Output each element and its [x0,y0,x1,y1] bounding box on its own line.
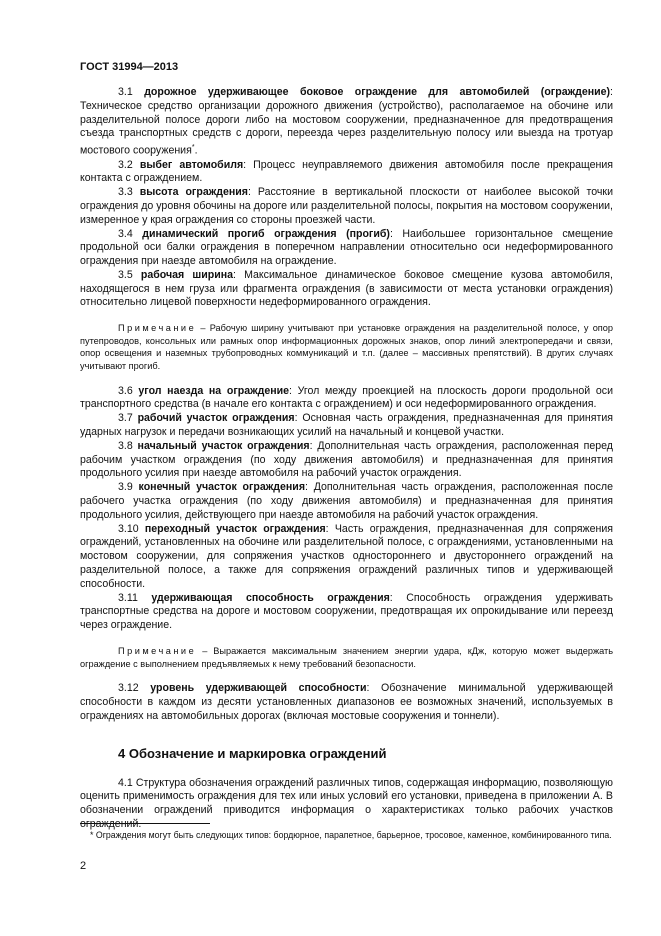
definition-3-1: 3.1 дорожное удерживающее боковое ограждение для автомобилей (ограждение): Техническое средство организации дорожного движения (устройство), располагаемое на обочине или разделительной полосе дороги либо на мостовом сооружении, предназначенное для предотвращения съезда транспортных средств с дороги, переезда через разделительную полосу или выезда на тротуар мостового сооружения*. [80,86,613,157]
note-1: Примечание – Рабочую ширину учитывают при установке ограждения на разделительной полосе, у опор путепроводов, консольных или рамных опор информационных дорожных знаков, опор линий электропередачи и связи, опор освещения и наземных трубопроводных коммуникаций и т.п. (далее – массивных препятствий). В других случаях учитывают прогиб. [80,323,613,372]
term: дорожное удерживающее боковое ограждение для автомобилей (ограждение) [144,86,611,98]
definition-3-2: 3.2 выбег автомобиля: Процесс неуправляемого движения автомобиля после прекращения контакта с ограждением. [80,158,613,185]
term: конечный участок ограждения [138,481,305,494]
definition-3-9: 3.9 конечный участок ограждения: Дополнительная часть ограждения, расположенная после рабочего участка ограждения (по ходу движения автомобиля) и предназначенная для принятия продольного усилия, действующего при наезде автомобиля на рабочий участок ограждения. [80,481,613,521]
document-header: ГОСТ 31994—2013 [80,61,179,73]
section-4-title: 4 Обозначение и маркировка ограждений [118,745,387,761]
note-label: Примечание [118,646,197,656]
section-4-paragraph: 4.1 Структура обозначения ограждений различных типов, содержащая информацию, позволяющую оценить применимость ограждения для тех или иных условий его установки, приведена в приложении А. В обозначении ограждений приводится информация о характеристиках только рабочих участков ограждений. [80,776,613,830]
term: динамический прогиб ограждения (прогиб) [142,227,390,240]
term: выбег автомобиля [139,158,244,171]
definition-3-4: 3.4 динамический прогиб ограждения (прогиб): Наибольшее горизонтальное смещение продольной оси балки ограждения в поперечном направлении относительно оси недеформированного ограждения при наезде автомобиля на ограждение. [80,227,613,268]
definition-3-5: 3.5 рабочая ширина: Максимальное динамическое боковое смещение кузова автомобиля, находящегося в нем груза или фрагмента ограждения (в зависимости от места установки ограждения) относительно лицевой поверхности недеформированного ограждения. [80,268,613,309]
term: угол наезда на ограждение [138,384,290,397]
footnote-divider [80,823,210,824]
note-label: Примечание [118,323,197,334]
page-number: 2 [80,860,87,872]
term: удерживающая способность ограждения [151,591,390,604]
definition-3-10: 3.10 переходный участок ограждения: Часть ограждения, предназначенная для сопряжения ограждений, установленных на обочине или разделительной полосе, с ограждениями, установленными на мостовом сооружении, для сопряжения участков одностороннего и двустороннего ограждений на разделительной полосе, а также для сопряжения ограждений различных типов и удерживающей способности. [80,522,613,590]
definition-3-7: 3.7 рабочий участок ограждения: Основная часть ограждения, предназначенная для принятия ударных нагрузок и передачи возникающих усилий на начальный и концевой участки. [80,412,614,439]
definition-3-11: 3.11 удерживающая способность ограждения: Способность ограждения удерживать транспортные средства на дороге и мостовом сооружении, предотвращая их опрокидывание или переезд через ограждение. [80,591,613,632]
term: рабочий участок ограждения [137,412,295,425]
definition-3-3: 3.3 высота ограждения: Расстояние в вертикальной плоскости от наиболее высокой точки ограждения до уровня обочины на дороге или разделительной полосы, покрытия на мостовом сооружении, измеренное у края ограждения со стороны проезжей части. [80,186,613,226]
term: переходный участок ограждения [144,522,326,535]
definition-3-6: 3.6 угол наезда на ограждение: Угол между проекцией на плоскость дороги продольной оси транспортного средства (в начале его контакта с ограждением) и оси недеформированного ограждения. [80,384,613,411]
page-body [80,86,613,832]
definition-3-8: 3.8 начальный участок ограждения: Дополнительная часть ограждения, расположенная перед рабочим участком ограждения (по ходу движения автомобиля) и предназначенная для принятия продольного усилия при наезде автомобиля на рабочий участок ограждения. [80,439,613,480]
term: начальный участок ограждения [137,439,310,452]
note-2: Примечание – Выражается максимальным значением энергии удара, кДж, которую может выдержать ограждение с выполнением предъявляемых к нему требований безопасности. [80,646,613,669]
term: уровень удерживающей способности [150,682,367,695]
definition-3-12: 3.12 уровень удерживающей способности: Обозначение минимальной удерживающей способности в каждом из десяти установленных диапазонов ее возможных значений, используемых в ограждениях на автомобильных дорогах (включая мостовые сооружения и тоннели). [80,682,613,722]
term: высота ограждения [139,186,248,199]
footnote: * Ограждения могут быть следующих типов: бордюрное, парапетное, барьерное, тросовое, каменное, комбинированного типа. [90,830,612,840]
footnote-mark: * [191,144,195,152]
term: рабочая ширина [140,268,233,281]
